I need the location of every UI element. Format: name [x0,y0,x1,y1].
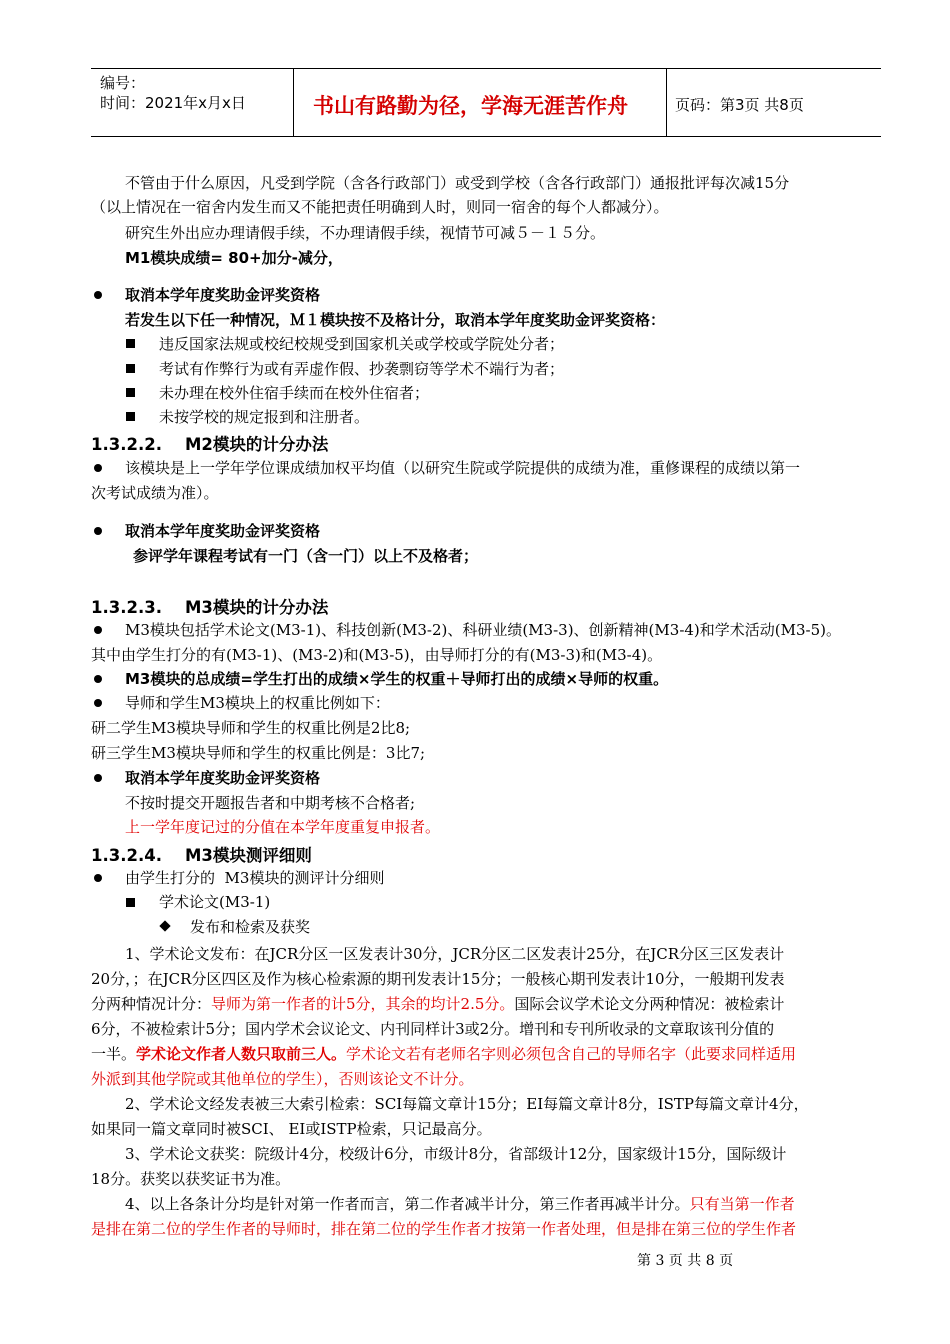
rule1-line4: 6分，不被检索计5分；国内学术会议论文、内刊同样计3或2分。增刊和专刊所收录的文章取该刊分值的 [91,1020,775,1038]
rule1-line3-red: 导师为第一作者的计5分，其余的均计2.5分。 [211,995,515,1013]
rule1-line1: 1、学术论文发布：在JCR分区一区发表计30分，JCR分区二区发表计25分，在JCR分区三区发表计 [125,945,785,963]
cancel3-text: 不按时提交开题报告者和中期考核不合格者; [125,794,416,812]
rule1-line5-red-bold: 学术论文作者人数只取前三人。 [136,1045,347,1063]
square-bullet-icon [126,364,135,373]
section-heading-1323: 1.3.2.3. M3模块的计分办法 [91,598,329,617]
header-divider-right [666,68,667,136]
rule1-line5-red: 学术论文若有老师名字则必须包含自己的导师名字（此要求同样适用 [346,1045,797,1063]
rule1-line3 [91,993,784,1014]
publish-title: 发布和检索及获奖 [190,918,311,936]
cancel1-item: 未办理在校外住宿手续而在校外住宿者； [159,384,430,402]
weight-year3: 研三学生M3模块导师和学生的权重比例是：3比7; [91,744,426,762]
rule1-line2: 20分，；在JCR分区四区及作为核心检索源的期刊发表计15分；一般核心期刊发表计10分，一般期刊发表 [91,970,785,988]
header-bottom-rule [91,136,881,137]
square-bullet-icon [126,412,135,421]
header-divider-left [293,68,294,136]
header-motto: 书山有路勤为径，学海无涯苦作舟 [313,94,628,118]
cancel1-title: 取消本学年度奖助金评奖资格 [125,286,321,304]
rule2-line1: 2、学术论文经发表被三大索引检索：SCI每篇文章计15分；EI每篇文章计8分，ISTP每篇文章计4分， [125,1095,809,1113]
rule3-line1: 3、学术论文获奖：院级计4分，校级计6分，市级计8分，省部级计12分，国家级计15分，国际级计 [125,1145,787,1163]
rule1-line5-part1: 一半。 [91,1045,137,1063]
bullet-icon [94,699,102,707]
bullet-icon [94,626,102,634]
m3-description-line1: M3模块包括学术论文(M3-1)、科技创新(M3-2)、科研业绩(M3-3)、创新精神(M3-4)和学术活动(M3-5)。 [125,621,841,639]
square-bullet-icon [126,898,135,907]
paper-title: 学术论文(M3-1) [159,893,271,911]
diamond-bullet-icon [159,920,170,931]
cancel1-item: 违反国家法规或校纪校规受到国家机关或学校或学院处分者； [159,335,565,353]
weight-intro: 导师和学生M3模块上的权重比例如下： [125,694,390,712]
bullet-icon [94,675,102,683]
cancel1-intro: 若发生以下任一种情况，Ｍ１模块按不及格计分，取消本学年度奖助金评奖资格： [125,311,666,329]
rule1-line6: 外派到其他学院或其他单位的学生），否则该论文不计分。 [91,1070,474,1088]
cancel1-item: 考试有作弊行为或有弄虚作假、抄袭剽窃等学术不端行为者； [159,360,565,378]
cancel1-item: 未按学校的规定报到和注册者。 [159,408,370,426]
rule3-line2: 18分。获奖以获奖证书为准。 [91,1170,291,1188]
rule1-line3-part1: 分两种情况计分： [91,995,212,1013]
footer-page-number: 第 3 页 共 8 页 [637,1253,734,1269]
m1-formula: M1模块成绩= 80+加分-减分， [125,249,343,267]
cancel2-text: 参评学年课程考试有一门（含一门）以上不及格者； [133,547,479,565]
rule1-line5 [91,1043,796,1064]
weight-year2: 研二学生M3模块导师和学生的权重比例是2比8; [91,719,411,737]
paragraph-criticism-line2: （以上情况在一宿舍内发生而又不能把责任明确到人时，则同一宿舍的每个人都减分）。 [91,198,669,216]
section-heading-1322: 1.3.2.2. M2模块的计分办法 [91,435,329,454]
rule1-line3-part3: 国际会议学术论文分两种情况：被检索计 [514,995,785,1013]
header-code-label: 编号： [100,74,146,92]
m3-total-formula: M3模块的总成绩=学生打出的成绩×学生的权重＋导师打出的成绩×导师的权重。 [125,670,669,688]
bullet-icon [94,527,102,535]
cancel2-title: 取消本学年度奖助金评奖资格 [125,522,321,540]
square-bullet-icon [126,388,135,397]
rule4-line1-part1: 4、以上各条计分均是针对第一作者而言，第二作者减半计分，第三作者再减半计分。 [125,1195,690,1213]
section-heading-1324: 1.3.2.4. M3模块测评细则 [91,846,312,865]
cancel3-title: 取消本学年度奖助金评奖资格 [125,769,321,787]
bullet-icon [94,774,102,782]
bullet-icon [94,464,102,472]
rule2-line2: 如果同一篇文章同时被SCI、 EI或ISTP检索，只记最高分。 [91,1120,492,1138]
paragraph-criticism-line1: 不管由于什么原因，凡受到学院（含各行政部门）或受到学校（含各行政部门）通报批评每次减15分 [125,174,790,192]
bullet-icon [94,291,102,299]
m2-description-line1: 该模块是上一学年学位课成绩加权平均值（以研究生院或学院提供的成绩为准，重修课程的成绩以第一 [125,459,801,477]
m2-description-line2: 次考试成绩为准）。 [91,484,219,502]
student-score-rules: 由学生打分的 M3模块的测评计分细则 [125,869,385,887]
square-bullet-icon [126,339,135,348]
header-time-label: 时间：2021年x月x日 [100,94,246,112]
rule4-line2: 是排在第二位的学生作者的导师时，排在第二位的学生作者才按第一作者处理，但是排在第三位的学生作者 [91,1220,797,1238]
rule4-line1-red: 只有当第一作者 [689,1195,795,1213]
rule4-line1 [125,1193,795,1214]
bullet-icon [94,874,102,882]
header-page-info: 页码：第3页 共8页 [675,96,804,114]
paragraph-leave: 研究生外出应办理请假手续，不办理请假手续，视情节可减５－１５分。 [125,224,606,242]
m3-description-line2: 其中由学生打分的有(M3-1)、(M3-2)和(M3-5)，由导师打分的有(M3-3)和(M3-4)。 [91,646,663,664]
cancel3-red-text: 上一学年度记过的分值在本学年度重复申报者。 [125,818,441,836]
header-top-rule [91,68,881,69]
